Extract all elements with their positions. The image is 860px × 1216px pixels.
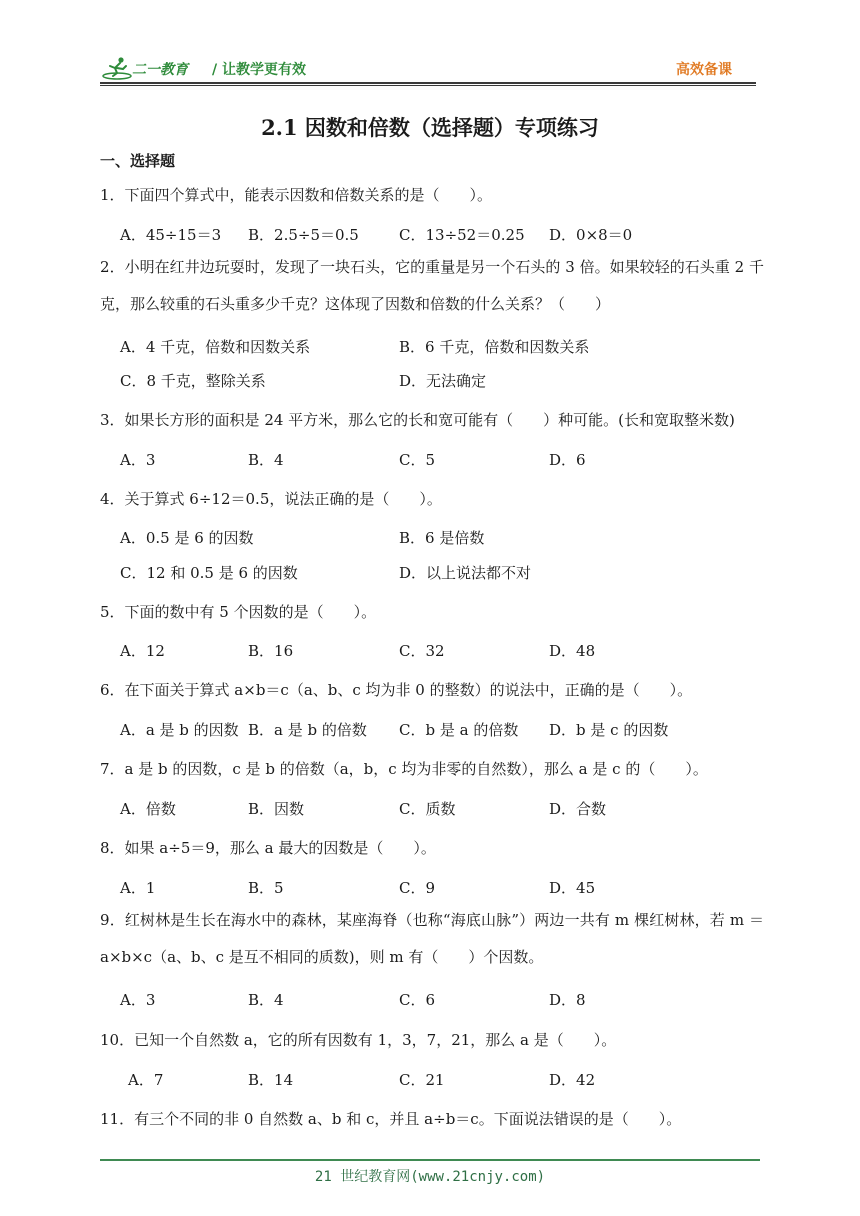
question-3: 3．如果长方形的面积是 24 平方米，那么它的长和宽可能有（ ）种可能。(长和宽取整米数) bbox=[100, 411, 735, 429]
q1-option-a: A．45÷15＝3 bbox=[120, 226, 222, 244]
q9-option-d: D．8 bbox=[549, 991, 586, 1009]
question-9: 9．红树林是生长在海水中的森林，某座海脊（也称“海底山脉”）两边一共有 m 棵红树林，若 m ＝a×b×c（a、b、c 是互不相同的质数)，则 m 有（ ）个因数。 bbox=[100, 911, 764, 966]
q9-option-b: B．4 bbox=[248, 991, 284, 1009]
page-header bbox=[100, 54, 758, 82]
q4-option-c: C．12 和 0.5 是 6 的因数 bbox=[120, 564, 298, 582]
q3-option-c: C．5 bbox=[399, 451, 436, 469]
q10-option-d: D．42 bbox=[549, 1071, 596, 1089]
q9-option-a: A．3 bbox=[120, 991, 156, 1009]
q6-option-b: B．a 是 b 的倍数 bbox=[248, 721, 367, 739]
q6-option-c: C．b 是 a 的倍数 bbox=[399, 721, 519, 739]
header-tag: 高效备课 bbox=[676, 62, 732, 78]
q5-option-b: B．16 bbox=[248, 642, 294, 660]
q5-option-d: D．48 bbox=[549, 642, 596, 660]
q10-option-c: C．21 bbox=[399, 1071, 445, 1089]
q4-option-a: A．0.5 是 6 的因数 bbox=[120, 529, 254, 547]
q8-option-c: C．9 bbox=[399, 879, 436, 897]
q2-option-c: C．8 千克，整除关系 bbox=[120, 372, 266, 390]
q3-option-a: A．3 bbox=[120, 451, 156, 469]
page-title: 2.1 因数和倍数（选择题）专项练习 bbox=[261, 115, 599, 140]
q10-option-a: A．7 bbox=[128, 1071, 164, 1089]
q7-option-c: C．质数 bbox=[399, 800, 456, 818]
q2-option-d: D．无法确定 bbox=[399, 372, 487, 390]
question-11: 11．有三个不同的非 0 自然数 a、b 和 c，并且 a÷b＝c。下面说法错误的是（ ）。 bbox=[100, 1110, 682, 1128]
brand-name: 二一教育 bbox=[132, 62, 188, 78]
q7-option-b: B．因数 bbox=[248, 800, 305, 818]
q8-option-a: A．1 bbox=[120, 879, 156, 897]
q10-option-b: B．14 bbox=[248, 1071, 294, 1089]
q6-option-a: A．a 是 b 的因数 bbox=[120, 721, 239, 739]
question-1: 1．下面四个算式中，能表示因数和倍数关系的是（ ）。 bbox=[100, 186, 493, 204]
q3-option-b: B．4 bbox=[248, 451, 284, 469]
q3-option-d: D．6 bbox=[549, 451, 586, 469]
q1-option-b: B．2.5÷5＝0.5 bbox=[248, 226, 359, 244]
brand-slogan: / 让教学更有效 bbox=[212, 62, 306, 78]
question-10: 10．已知一个自然数 a，它的所有因数有 1，3，7，21，那么 a 是（ ）。 bbox=[100, 1031, 617, 1049]
question-8: 8．如果 a÷5＝9，那么 a 最大的因数是（ ）。 bbox=[100, 839, 436, 857]
question-4: 4．关于算式 6÷12＝0.5，说法正确的是（ ）。 bbox=[100, 490, 442, 508]
q9-option-c: C．6 bbox=[399, 991, 436, 1009]
question-2: 2．小明在红井边玩耍时，发现了一块石头，它的重量是另一个石头的 3 倍。如果较轻的石头重 2 千克，那么较重的石头重多少千克？这体现了因数和倍数的什么关系？（ ） bbox=[100, 258, 764, 313]
q4-option-d: D．以上说法都不对 bbox=[399, 564, 532, 582]
q7-option-d: D．合数 bbox=[549, 800, 607, 818]
q2-option-b: B．6 千克，倍数和因数关系 bbox=[399, 338, 590, 356]
runner-logo-icon bbox=[102, 56, 132, 80]
question-7: 7．a 是 b 的因数，c 是 b 的倍数（a，b，c 均为非零的自然数），那么 a 是 c 的（ ）。 bbox=[100, 760, 708, 778]
q1-option-c: C．13÷52＝0.25 bbox=[399, 226, 525, 244]
header-rule bbox=[100, 82, 756, 84]
header-rule-thin bbox=[100, 85, 756, 86]
q5-option-a: A．12 bbox=[120, 642, 165, 660]
q2-option-a: A．4 千克，倍数和因数关系 bbox=[120, 338, 311, 356]
footer-rule bbox=[100, 1159, 760, 1161]
q4-option-b: B．6 是倍数 bbox=[399, 529, 485, 547]
q1-option-d: D．0×8＝0 bbox=[549, 226, 633, 244]
question-5: 5．下面的数中有 5 个因数的是（ ）。 bbox=[100, 603, 377, 621]
question-6: 6．在下面关于算式 a×b＝c（a、b、c 均为非 0 的整数）的说法中，正确的是（ ）。 bbox=[100, 681, 693, 699]
footer-text: 21 世纪教育网(www.21cnjy.com) bbox=[314, 1169, 546, 1185]
q7-option-a: A．倍数 bbox=[120, 800, 176, 818]
q5-option-c: C．32 bbox=[399, 642, 445, 660]
q8-option-b: B．5 bbox=[248, 879, 284, 897]
q8-option-d: D．45 bbox=[549, 879, 596, 897]
section-heading: 一、选择题 bbox=[100, 152, 176, 170]
q6-option-d: D．b 是 c 的因数 bbox=[549, 721, 669, 739]
